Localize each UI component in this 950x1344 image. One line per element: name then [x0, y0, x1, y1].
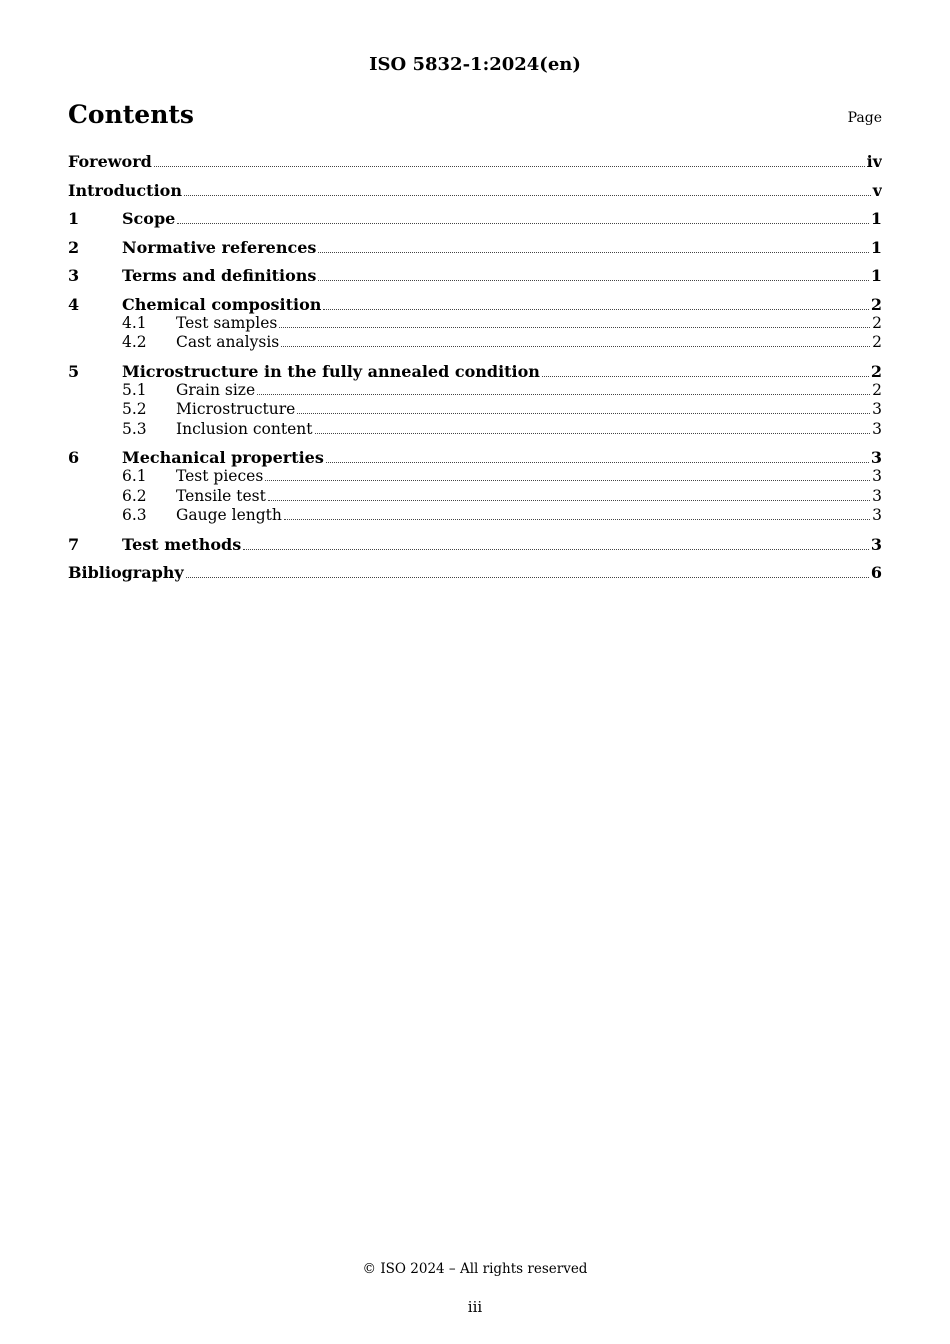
- toc-subentry[interactable]: [68, 467, 882, 487]
- toc-title: Tensile test: [176, 486, 266, 505]
- dot-leader: [281, 345, 870, 347]
- toc-subentry[interactable]: [68, 487, 882, 507]
- toc-number: 4: [68, 294, 80, 314]
- toc-subentry[interactable]: [68, 400, 882, 420]
- table-of-contents: [68, 152, 882, 592]
- copyright-notice: © ISO 2024 – All rights reserved: [362, 1261, 588, 1277]
- toc-page-number: 6: [870, 563, 882, 582]
- toc-title: Test methods: [122, 534, 242, 554]
- toc-page-number: 3: [872, 506, 882, 524]
- dot-leader: [186, 576, 869, 578]
- toc-entry[interactable]: [68, 181, 882, 200]
- dot-leader: [265, 479, 870, 481]
- dot-leader: [279, 326, 870, 328]
- toc-entry[interactable]: [68, 448, 882, 467]
- page-column-label: Page: [847, 110, 882, 126]
- toc-title: Scope: [122, 209, 176, 228]
- toc-entry[interactable]: [68, 209, 882, 228]
- document-id: ISO 5832-1:2024(en): [369, 54, 581, 75]
- toc-title: Foreword: [68, 152, 152, 171]
- toc-title: Cast analysis: [176, 333, 280, 351]
- toc-number: 5: [68, 361, 80, 381]
- dot-leader: [184, 194, 871, 196]
- dot-leader: [318, 279, 868, 281]
- dot-leader: [315, 432, 871, 434]
- toc-title: Microstructure in the fully annealed condition: [122, 361, 540, 381]
- toc-title: Gauge length: [176, 506, 282, 524]
- dot-leader: [323, 308, 868, 310]
- toc-entry[interactable]: [68, 563, 882, 582]
- toc-title: Chemical composition: [122, 294, 322, 314]
- toc-page-number: iv: [866, 152, 882, 171]
- toc-subentry[interactable]: [68, 506, 882, 526]
- toc-title: Terms and definitions: [122, 266, 317, 285]
- toc-entry[interactable]: [68, 266, 882, 285]
- toc-number: 6.3: [122, 506, 147, 524]
- toc-number: 6.1: [122, 467, 147, 485]
- toc-subentry[interactable]: [68, 420, 882, 440]
- toc-entry[interactable]: [68, 535, 882, 554]
- dot-leader: [542, 375, 869, 377]
- toc-page-number: 2: [872, 333, 882, 351]
- toc-number: 4.1: [122, 313, 147, 332]
- toc-number: 2: [68, 237, 80, 257]
- toc-title: Test pieces: [176, 467, 264, 485]
- toc-title: Inclusion content: [176, 419, 313, 438]
- toc-number: 6: [68, 448, 80, 467]
- toc-page-number: 2: [870, 361, 882, 381]
- dot-leader: [268, 499, 870, 501]
- toc-page-number: 1: [870, 237, 882, 257]
- toc-entry[interactable]: [68, 362, 882, 381]
- toc-number: 5.3: [122, 419, 147, 438]
- toc-page-number: 3: [872, 486, 882, 505]
- toc-page-number: 3: [872, 467, 882, 485]
- toc-title: Introduction: [68, 180, 182, 200]
- dot-leader: [326, 461, 869, 463]
- toc-page-number: 2: [870, 294, 882, 314]
- toc-title: Test samples: [176, 313, 278, 332]
- page-number: iii: [467, 1298, 483, 1316]
- toc-number: 6.2: [122, 486, 147, 505]
- toc-title: Mechanical properties: [122, 448, 324, 467]
- toc-number: 7: [68, 534, 80, 554]
- dot-leader: [177, 222, 869, 224]
- toc-page-number: 2: [872, 313, 882, 332]
- toc-number: 1: [68, 209, 80, 228]
- toc-title: Grain size: [176, 380, 256, 399]
- toc-entry[interactable]: [68, 238, 882, 257]
- dot-leader: [257, 393, 870, 395]
- dot-leader: [318, 251, 868, 253]
- dot-leader: [297, 412, 870, 414]
- toc-title: Bibliography: [68, 563, 184, 582]
- toc-subentry[interactable]: [68, 314, 882, 334]
- toc-number: 5.1: [122, 380, 147, 399]
- toc-page-number: v: [872, 180, 882, 200]
- toc-entry[interactable]: [68, 152, 882, 171]
- dot-leader: [154, 165, 865, 167]
- toc-page-number: 1: [870, 266, 882, 285]
- page-title: Contents: [68, 100, 195, 129]
- toc-subentry[interactable]: [68, 381, 882, 401]
- dot-leader: [243, 548, 869, 550]
- toc-page-number: 2: [872, 380, 882, 399]
- toc-subentry[interactable]: [68, 333, 882, 353]
- toc-title: Normative references: [122, 237, 317, 257]
- toc-page-number: 3: [870, 448, 882, 467]
- toc-page-number: 3: [872, 419, 882, 438]
- toc-number: 3: [68, 266, 80, 285]
- toc-number: 4.2: [122, 333, 147, 351]
- toc-page-number: 3: [872, 400, 882, 418]
- dot-leader: [284, 518, 870, 520]
- toc-page-number: 3: [870, 534, 882, 554]
- toc-title: Microstructure: [176, 400, 296, 418]
- toc-page-number: 1: [870, 209, 882, 228]
- toc-entry[interactable]: [68, 295, 882, 314]
- toc-number: 5.2: [122, 400, 147, 418]
